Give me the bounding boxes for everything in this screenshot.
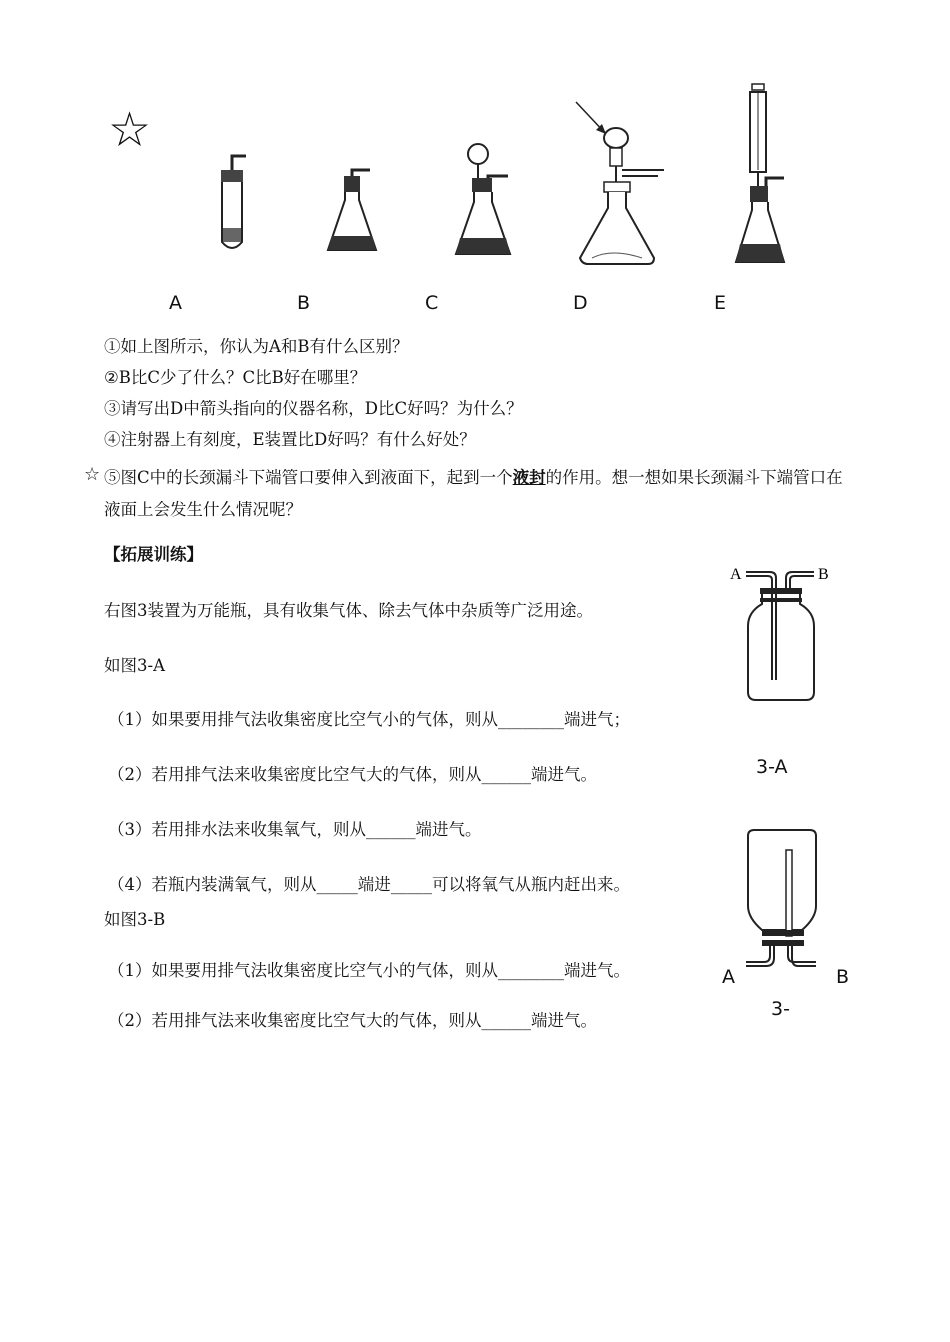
bottle-3b-figure: [740, 826, 824, 974]
extension-intro: 右图3装置为万能瓶，具有收集气体、除去气体中杂质等广泛用途。: [104, 601, 593, 620]
group-a-item: （3）若用排水法来收集氧气，则从______端进气。: [108, 820, 482, 839]
apparatus-label-a: A: [169, 292, 182, 314]
star-icon: ☆: [108, 102, 152, 158]
bottle-3b-label-a: A: [722, 966, 735, 988]
star-icon: ☆: [84, 464, 101, 485]
question-2: ②B比C少了什么？C比B好在哪里？: [104, 368, 367, 387]
apparatus-c-figure: [448, 140, 518, 265]
apparatus-label-d: D: [573, 292, 588, 314]
emphasis-term: 液封: [512, 468, 546, 487]
apparatus-e-figure: [728, 82, 798, 270]
group-b-item: （2）若用排气法来收集密度比空气大的气体，则从______端进气。: [108, 1011, 597, 1030]
group-b-title: 如图3-B: [104, 910, 166, 929]
bottle-3b-label-b: B: [836, 966, 850, 988]
apparatus-b-figure: [322, 166, 382, 258]
apparatus-label-b: B: [297, 292, 311, 314]
bottle-3a-figure: [726, 560, 838, 710]
apparatus-label-e: E: [714, 292, 727, 314]
group-a-item: （2）若用排气法来收集密度比空气大的气体，则从______端进气。: [108, 765, 597, 784]
question-5: ⑤图C中的长颈漏斗下端管口要伸入到液面下，起到一个液封的作用。想一想如果长颈漏斗下端管口在液面上会发生什么情况呢？: [104, 468, 843, 519]
bottle-3a-label-b: B: [818, 566, 829, 583]
question-4: ④注射器上有刻度，E装置比D好吗？有什么好处？: [104, 430, 476, 449]
question-3: ③请写出D中箭头指向的仪器名称，D比C好吗？为什么？: [104, 399, 523, 418]
question-1: ①如上图所示，你认为A和B有什么区别？: [104, 337, 409, 356]
apparatus-a-figure: [212, 150, 252, 256]
group-a-item: （4）若瓶内装满氧气，则从_____端进_____可以将氧气从瓶内赶出来。: [108, 875, 630, 894]
bottle-3a-caption: 3-A: [756, 756, 788, 778]
apparatus-label-c: C: [425, 292, 439, 314]
bottle-3b-caption: 3-: [771, 998, 790, 1020]
group-b-item: （1）如果要用排气法收集密度比空气小的气体，则从________端进气。: [108, 961, 630, 980]
apparatus-d-figure: [572, 98, 672, 268]
bottle-3a-label-a: A: [730, 566, 742, 583]
group-a-title: 如图3-A: [104, 656, 165, 675]
section-heading: 【拓展训练】: [104, 545, 203, 564]
group-a-item: （1）如果要用排气法收集密度比空气小的气体，则从________端进气；: [108, 710, 630, 729]
